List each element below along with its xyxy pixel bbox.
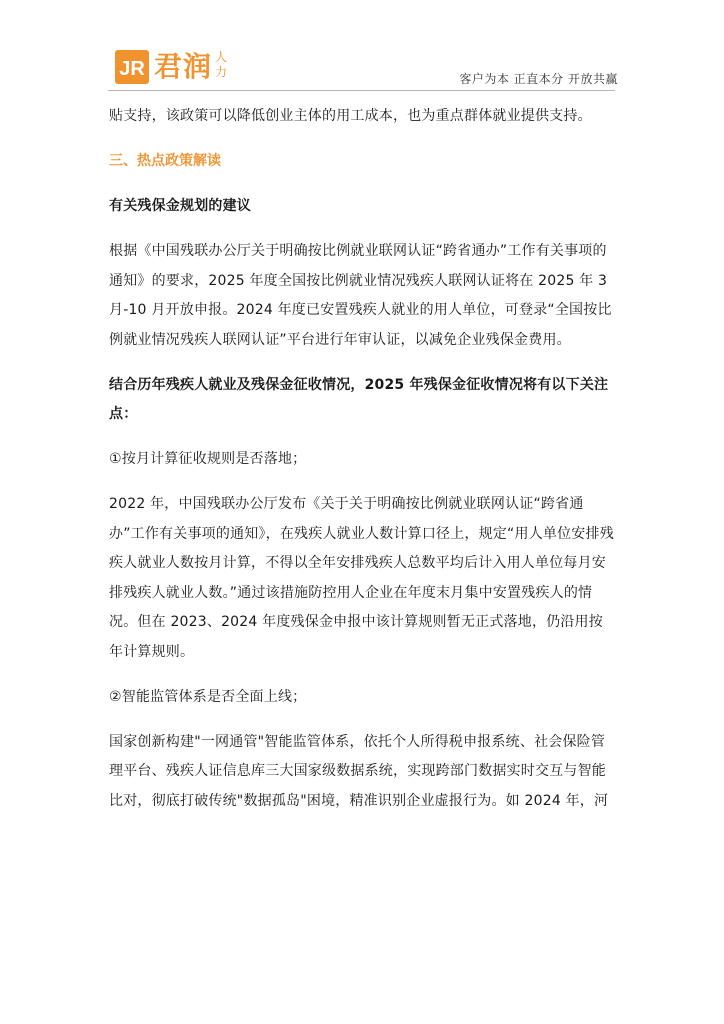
logo-sub-2: 力: [214, 65, 227, 79]
page-header: [0, 0, 724, 92]
focus-point-2: ②智能监管体系是否全面上线；: [109, 688, 307, 705]
focus-points-title: 结合历年残疾人就业及残保金征收情况，2025 年残保金征收情况将有以下关注点：: [109, 376, 609, 422]
paragraph-smart-supervision: 国家创新构建"一网通管"智能监管体系，依托个人所得税申报系统、社会保险管理平台、残疾人证信息库三大国家级数据系统，实现跨部门数据实时交互与智能比对，彻底打破传统"数据孤岛"困境，精准识别企业虚报行为。如 2024 年，河: [109, 733, 609, 809]
company-slogan: 客户为本 正直本分 开放共赢: [459, 72, 618, 86]
logo-text: 君润: [154, 50, 213, 83]
paragraph-certification: 根据《中国残联办公厅关于明确按比例就业联网认证“跨省通办”工作有关事项的通知》的要求，2025 年度全国按比例就业情况残疾人联网认证将在 2025 年 3 月-10 月开放申报。2024 年度已安置残疾人就业的用人单位，可登录“全国按比例就业情况残疾人联网认证”平台进行年审认证，以减免企业残保金费用。: [109, 243, 612, 348]
document-body: [109, 102, 617, 816]
paragraph-continuation: 贴支持，该政策可以降低创业主体的用工成本，也为重点群体就业提供支持。: [109, 108, 592, 124]
paragraph-monthly-rule: 2022 年，中国残联办公厅发布《关于关于明确按比例就业联网认证“跨省通办”工作有关事项的通知》，在残疾人就业人数计算口径上，规定“用人单位安排残疾人就业人数按月计算，不得以全年安排残疾人总数平均后计入用人单位每月安排残疾人就业人数。”通过该措施防控用人企业在年度末月集中安置残疾人的情况。但在 2023、2024 年度残保金申报中该计算规则暂无正式落地，仍沿用按年计算规则。: [109, 496, 614, 660]
header-divider: [108, 90, 615, 91]
section-title: 三、热点政策解读: [109, 153, 221, 169]
logo-mark-icon: [115, 50, 149, 84]
section-subtitle: 有关残保金规划的建议: [109, 198, 251, 214]
logo-mark-text: JR: [119, 58, 145, 80]
focus-point-1: ①按月计算征收规则是否落地；: [109, 451, 307, 467]
logo-sub-1: 人: [214, 50, 227, 64]
logo-subtext: [214, 50, 228, 80]
